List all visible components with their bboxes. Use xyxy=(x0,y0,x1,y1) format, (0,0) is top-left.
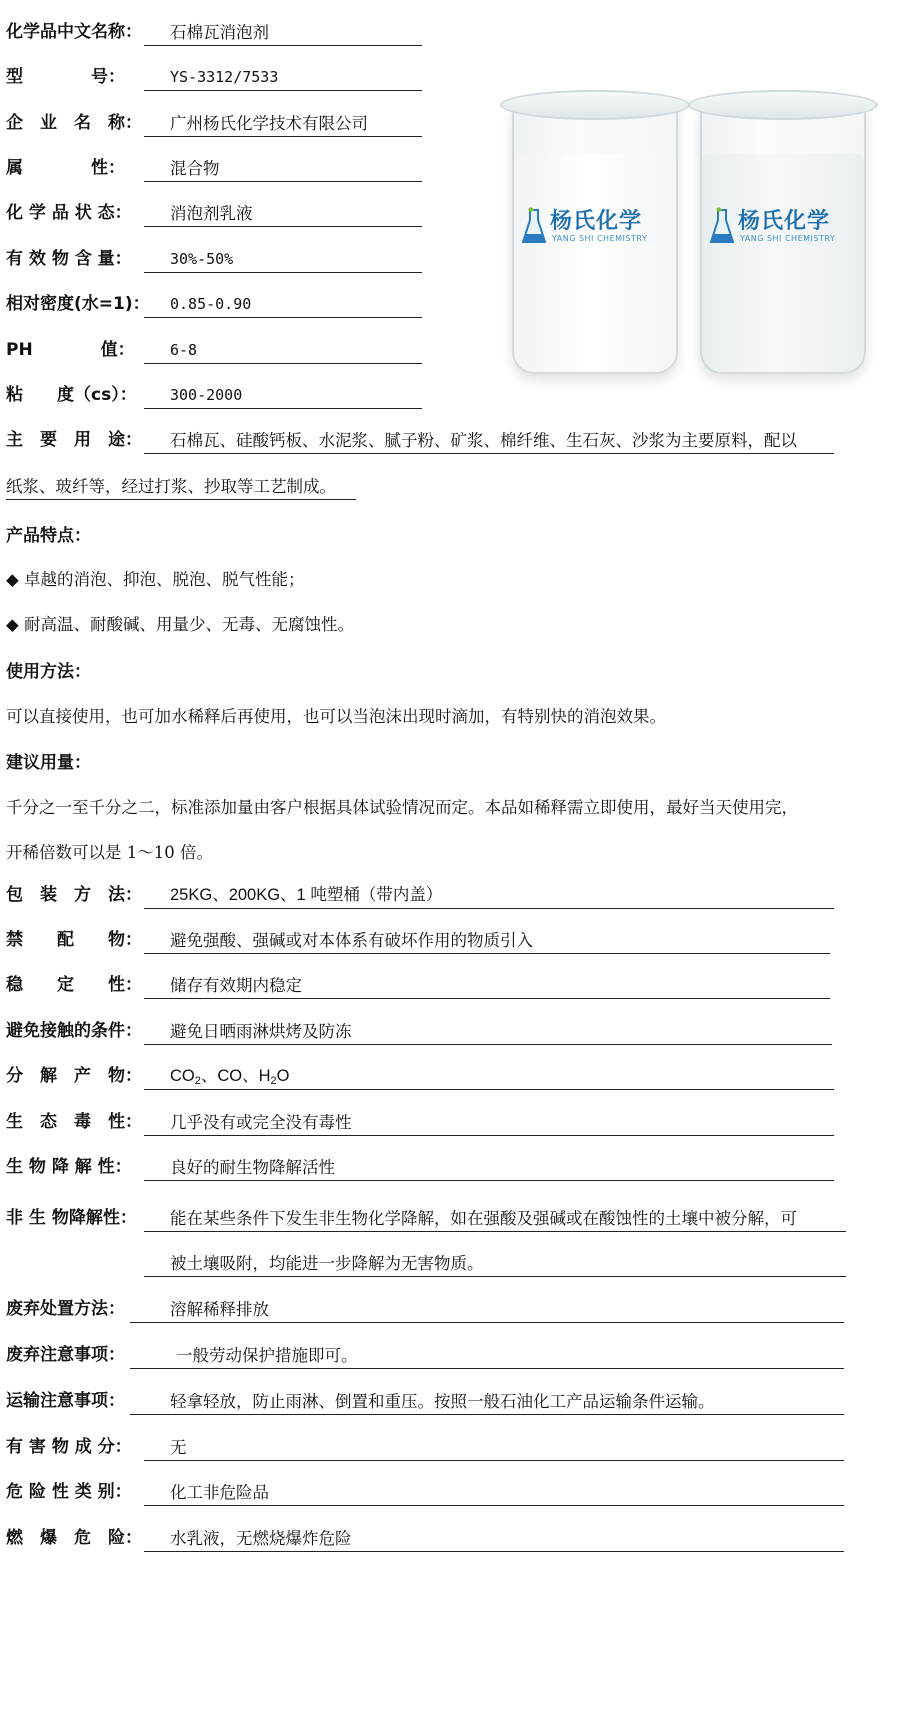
field-value: 石棉瓦消泡剂 xyxy=(144,19,422,46)
field-label: 禁 配 物： xyxy=(6,930,142,950)
field-label: 废弃注意事项： xyxy=(6,1345,125,1365)
field-label: 属 性： xyxy=(6,158,125,178)
field-value: 6-8 xyxy=(144,337,422,364)
field-label: 型 号： xyxy=(6,67,125,87)
brand-name: 杨氏化学 xyxy=(738,209,831,234)
dosage-text-line2: 开稀倍数可以是 1～10 倍。 xyxy=(6,843,213,862)
field-label: 有 效 物 含 量： xyxy=(6,249,132,269)
field-label: 生 物 降 解 性： xyxy=(6,1157,132,1177)
field-value: 无 xyxy=(144,1434,844,1461)
brand-name: 杨氏化学 xyxy=(550,209,643,234)
field-value: 纸浆、玻纤等，经过打浆、抄取等工艺制成。 xyxy=(6,473,356,500)
field-label: 避免接触的条件： xyxy=(6,1021,142,1041)
field-label: 燃 爆 危 险： xyxy=(6,1528,142,1548)
field-label: PH 值： xyxy=(6,340,135,360)
field-label: 稳 定 性： xyxy=(6,975,142,995)
field-value: $CO_2$、CO、$H_2O$ xyxy=(144,1063,834,1090)
field-value: YS-3312/7533 xyxy=(144,64,422,91)
field-label: 废弃处置方法： xyxy=(6,1299,125,1319)
bullet-icon: ◆ xyxy=(6,570,19,589)
field-label: 非 生 物降解性： xyxy=(6,1208,137,1228)
list-item: ◆ 卓越的消泡、抑泡、脱泡、脱气性能； xyxy=(6,570,305,589)
field-value: 避免强酸、强碱或对本体系有破坏作用的物质引入 xyxy=(144,927,830,954)
field-value: 化工非危险品 xyxy=(144,1479,844,1506)
features-heading: 产品特点： xyxy=(6,526,91,546)
dosage-heading: 建议用量： xyxy=(6,753,91,773)
product-image xyxy=(492,72,910,402)
field-label: 化学品中文名称： xyxy=(6,22,142,42)
dosage-text-line1: 千分之一至千分之二，标准添加量由客户根据具体试验情况而定。本品如稀释需立即使用，最好当天使用完， xyxy=(6,798,798,817)
field-value: 避免日晒雨淋烘烤及防冻 xyxy=(144,1018,832,1045)
field-value: 25KG、200KG、1 吨塑桶（带内盖） xyxy=(144,882,834,909)
field-label: 包 装 方 法： xyxy=(6,885,142,905)
field-value: 广州杨氏化学技术有限公司 xyxy=(144,110,422,137)
field-value: 300-2000 xyxy=(144,382,422,409)
brand-subtitle: YANG SHI CHEMISTRY xyxy=(552,234,648,243)
method-text: 可以直接使用，也可加水稀释后再使用，也可以当泡沫出现时滴加，有特别快的消泡效果。 xyxy=(6,707,666,726)
field-value: 被土壤吸附，均能进一步降解为无害物质。 xyxy=(144,1250,846,1277)
brand-subtitle: YANG SHI CHEMISTRY xyxy=(740,234,836,243)
brand-logo xyxy=(710,204,870,254)
field-label: 运输注意事项： xyxy=(6,1391,125,1411)
field-label: 企 业 名 称： xyxy=(6,113,142,133)
flask-icon xyxy=(710,206,734,246)
field-label: 生 态 毒 性： xyxy=(6,1112,142,1132)
flask-icon xyxy=(522,206,546,246)
field-value: 几乎没有或完全没有毒性 xyxy=(144,1109,834,1136)
bullet-icon: ◆ xyxy=(6,615,19,634)
field-value: 溶解稀释排放 xyxy=(130,1296,844,1323)
field-value: 0.85-0.90 xyxy=(144,291,422,318)
field-value: 储存有效期内稳定 xyxy=(144,972,830,999)
field-label: 分 解 产 物： xyxy=(6,1066,142,1086)
field-value: 一般劳动保护措施即可。 xyxy=(130,1342,844,1369)
field-label: 粘 度（cs）： xyxy=(6,385,137,405)
field-label: 危 险 性 类 别： xyxy=(6,1482,132,1502)
field-value: 消泡剂乳液 xyxy=(144,200,422,227)
list-item: ◆ 耐高温、耐酸碱、用量少、无毒、无腐蚀性。 xyxy=(6,615,354,634)
beaker-clear xyxy=(688,84,878,374)
field-value: 能在某些条件下发生非生物化学降解，如在强酸及强碱或在酸蚀性的土壤中被分解，可 xyxy=(144,1205,846,1232)
beaker-milky xyxy=(500,84,690,374)
field-label: 化 学 品 状 态： xyxy=(6,203,132,223)
field-value: 轻拿轻放，防止雨淋、倒置和重压。按照一般石油化工产品运输条件运输。 xyxy=(130,1388,844,1415)
field-label: 有 害 物 成 分： xyxy=(6,1437,132,1457)
brand-logo xyxy=(522,204,682,254)
field-value: 水乳液，无燃烧爆炸危险 xyxy=(144,1525,844,1552)
field-value: 良好的耐生物降解活性 xyxy=(144,1154,834,1181)
field-label: 相对密度(水=1)： xyxy=(6,294,150,314)
field-value: 石棉瓦、硅酸钙板、水泥浆、腻子粉、矿浆、棉纤维、生石灰、沙浆为主要原料，配以 xyxy=(144,427,834,454)
field-label: 主 要 用 途： xyxy=(6,430,142,450)
method-heading: 使用方法： xyxy=(6,662,91,682)
field-value: 30%-50% xyxy=(144,246,422,273)
field-value: 混合物 xyxy=(144,155,422,182)
